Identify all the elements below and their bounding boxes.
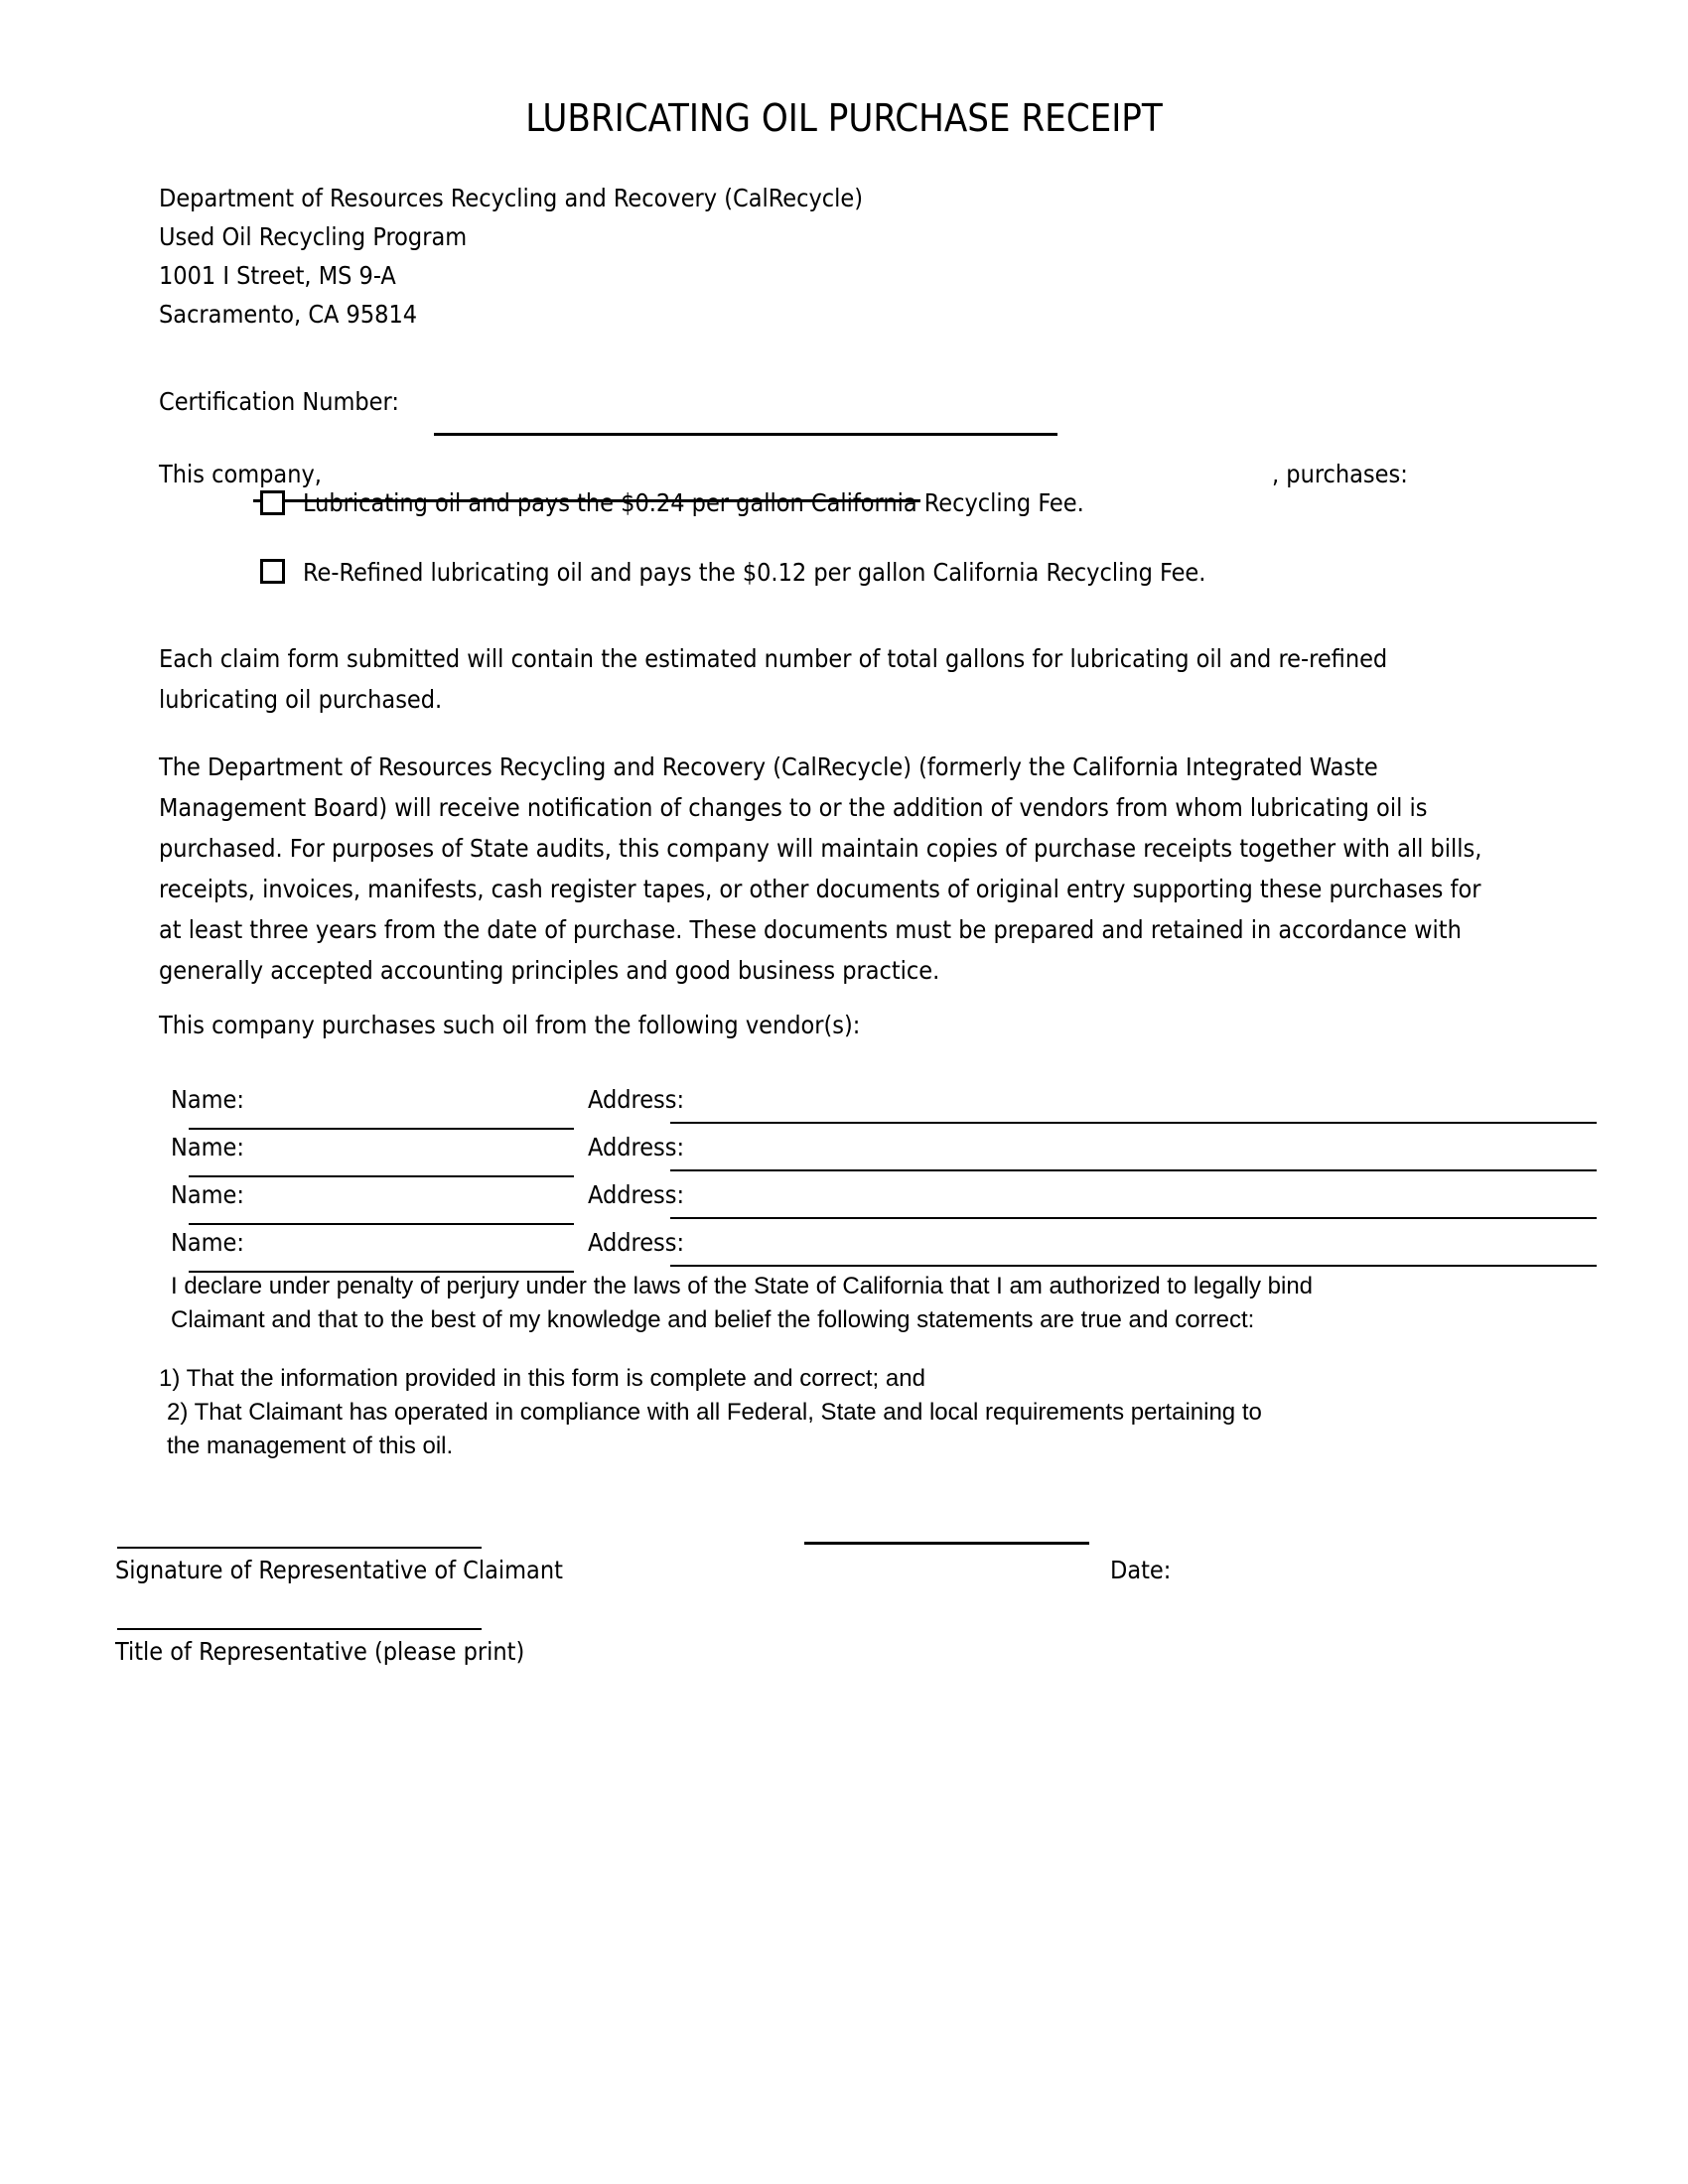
page-title: LUBRICATING OIL PURCHASE RECEIPT (525, 96, 1163, 140)
checkbox-re-refined-oil[interactable] (260, 559, 285, 584)
vendor-address-rule (670, 1265, 1597, 1267)
vendor-address-label: Address: (588, 1180, 685, 1209)
vendor-name-label: Name: (171, 1228, 244, 1257)
signature-caption: Signature of Representative of Claimant (115, 1556, 563, 1584)
checkbox-lubricating-oil[interactable] (260, 490, 285, 515)
agency-line-2: Used Oil Recycling Program (159, 222, 468, 251)
statement-item-1: 1) That the information provided in this form is complete and correct; and (159, 1365, 925, 1392)
vendor-address-rule (670, 1122, 1597, 1124)
company-statement-suffix: , purchases: (1272, 460, 1408, 488)
title-of-representative-rule (117, 1628, 482, 1630)
agency-line-1: Department of Resources Recycling and Recovery (CalRecycle) (159, 184, 863, 212)
vendor-address-label: Address: (588, 1085, 685, 1114)
vendor-address-label: Address: (588, 1133, 685, 1161)
vendor-address-label: Address: (588, 1228, 685, 1257)
vendor-name-rule (189, 1175, 574, 1177)
vendor-name-rule (189, 1223, 574, 1225)
certification-number-rule (434, 433, 1057, 436)
agency-line-3: 1001 I Street, MS 9-A (159, 261, 396, 290)
vendor-name-label: Name: (171, 1085, 244, 1114)
declaration-line-2: Claimant and that to the best of my knowledge and belief the following statements are true and correct: (171, 1306, 1255, 1333)
statement-item-2-line-1: 2) That Claimant has operated in compliance with all Federal, State and local requirements pertaining to (167, 1399, 1262, 1426)
company-statement-prefix: This company, (159, 460, 322, 488)
vendor-name-label: Name: (171, 1180, 244, 1209)
vendor-address-rule (670, 1217, 1597, 1219)
checkbox-lubricating-oil-label: Lubricating oil and pays the $0.24 per gallon California Recycling Fee. (303, 488, 1084, 517)
vendors-intro: This company purchases such oil from the following vendor(s): (159, 1011, 861, 1039)
paragraph-audit-recordkeeping: The Department of Resources Recycling and Recovery (CalRecycle) (formerly the California Integrated Waste Management Board) will receive notification of changes to or the addition of vendors from whom lubricating oil is purchased. For purposes of State audits, this company will maintain copies of purchase receipts together with all bills, receipts, invoices, manifests, cash register tapes, or other documents of original entry supporting these purchases for at least three years from the date of purchase. These documents must be prepared and retained in accordance with generally accepted accounting principles and good business practice. (159, 752, 1482, 985)
certification-number-label: Certification Number: (159, 387, 399, 416)
paragraph-claim-form: Each claim form submitted will contain the estimated number of total gallons for lubricating oil and re-refined lubricating oil purchased. (159, 644, 1388, 714)
date-rule (804, 1542, 1089, 1545)
signature-rule (117, 1547, 482, 1549)
vendor-address-rule (670, 1169, 1597, 1171)
title-of-representative-caption: Title of Representative (please print) (115, 1637, 525, 1666)
vendor-name-rule (189, 1128, 574, 1130)
checkbox-re-refined-oil-label: Re-Refined lubricating oil and pays the $0.12 per gallon California Recycling Fee. (303, 558, 1206, 587)
agency-line-4: Sacramento, CA 95814 (159, 300, 418, 329)
date-label: Date: (1110, 1556, 1172, 1584)
declaration-line-1: I declare under penalty of perjury under the laws of the State of California that I am authorized to legally bind (171, 1273, 1314, 1299)
vendor-name-label: Name: (171, 1133, 244, 1161)
statement-item-2-line-2: the management of this oil. (167, 1433, 454, 1459)
